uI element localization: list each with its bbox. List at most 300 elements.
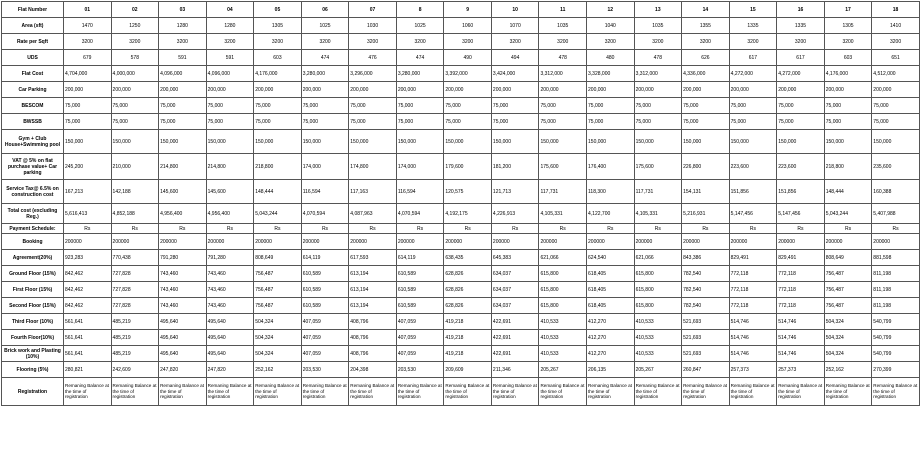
table-cell: 615,800: [539, 266, 587, 282]
table-cell: 1040: [587, 18, 635, 34]
table-cell: Remaning Balance at the time of registration: [729, 378, 777, 406]
table-cell: 150,000: [872, 130, 920, 154]
table-cell: 504,324: [824, 314, 872, 330]
table-cell: 782,540: [682, 266, 730, 282]
table-cell: 422,691: [491, 346, 539, 362]
table-cell: 561,641: [64, 314, 112, 330]
table-cell: 504,324: [824, 346, 872, 362]
table-cell: 808,649: [254, 250, 302, 266]
table-cell: 75,000: [634, 114, 682, 130]
header-flat-8: 8: [396, 2, 444, 18]
table-cell: 3200: [872, 34, 920, 50]
table-cell: 5,043,244: [824, 204, 872, 224]
table-cell: 75,000: [254, 98, 302, 114]
table-cell: 408,796: [349, 330, 397, 346]
table-cell: Remaning Balance at the time of registration: [111, 378, 159, 406]
table-cell: 4,852,188: [111, 204, 159, 224]
table-cell: 150,000: [824, 130, 872, 154]
table-cell: 257,373: [729, 362, 777, 378]
table-cell: 578: [111, 50, 159, 66]
table-row: [2, 250, 920, 266]
table-cell: 610,589: [396, 282, 444, 298]
table-cell: 150,000: [64, 130, 112, 154]
table-row: [2, 282, 920, 298]
table-cell: 257,373: [777, 362, 825, 378]
table-cell: 75,000: [396, 114, 444, 130]
table-cell: 743,460: [206, 266, 254, 282]
table-cell: 200,000: [396, 82, 444, 98]
table-cell: 615,800: [539, 298, 587, 314]
header-flat-6: 06: [301, 2, 349, 18]
table-row: [2, 50, 920, 66]
row-label: Rate per Sqft: [2, 34, 64, 50]
table-cell: 504,324: [254, 346, 302, 362]
table-cell: 514,746: [729, 314, 777, 330]
table-cell: 756,487: [824, 298, 872, 314]
table-cell: 150,000: [254, 130, 302, 154]
table-cell: 485,219: [111, 314, 159, 330]
table-cell: 617: [777, 50, 825, 66]
row-label: Fourth Floor(10%): [2, 330, 64, 346]
table-cell: 782,540: [682, 298, 730, 314]
table-row: [2, 298, 920, 314]
table-cell: 151,856: [729, 180, 777, 204]
table-cell: 474: [301, 50, 349, 66]
table-cell: 75,000: [872, 114, 920, 130]
header-flat-15: 15: [729, 2, 777, 18]
table-cell: 628,826: [444, 282, 492, 298]
table-cell: 75,000: [301, 114, 349, 130]
table-cell: 772,118: [777, 266, 825, 282]
table-cell: 419,218: [444, 346, 492, 362]
table-cell: 200,000: [634, 82, 682, 98]
table-cell: 772,118: [729, 298, 777, 314]
table-cell: 756,487: [824, 282, 872, 298]
table-cell: 150,000: [682, 130, 730, 154]
table-cell: 743,460: [159, 298, 207, 314]
table-cell: 504,324: [254, 314, 302, 330]
table-cell: 1060: [444, 18, 492, 34]
table-cell: Rs: [159, 224, 207, 234]
row-label: Ground Floor (15%): [2, 266, 64, 282]
table-cell: Rs: [872, 224, 920, 234]
table-cell: 200,000: [777, 82, 825, 98]
table-cell: Rs: [587, 224, 635, 234]
table-cell: 3200: [301, 34, 349, 50]
table-cell: 480: [587, 50, 635, 66]
table-cell: 613,194: [349, 266, 397, 282]
table-cell: 628,826: [444, 298, 492, 314]
table-cell: 1030: [349, 18, 397, 34]
table-cell: Remaning Balance at the time of registration: [539, 378, 587, 406]
table-cell: 75,000: [349, 114, 397, 130]
table-cell: 4,000,000: [111, 66, 159, 82]
table-cell: 200,000: [682, 82, 730, 98]
table-cell: 200000: [872, 234, 920, 250]
row-label: Payment Schedule:: [2, 224, 64, 234]
table-cell: 3200: [349, 34, 397, 50]
table-cell: 3200: [396, 34, 444, 50]
table-cell: Remaning Balance at the time of registration: [444, 378, 492, 406]
row-label: Area (sft): [2, 18, 64, 34]
table-row: [2, 98, 920, 114]
table-cell: 1070: [491, 18, 539, 34]
table-cell: 242,609: [111, 362, 159, 378]
table-cell: 407,059: [301, 346, 349, 362]
table-cell: 4,070,594: [301, 204, 349, 224]
table-cell: 811,198: [872, 282, 920, 298]
table-cell: 621,066: [634, 250, 682, 266]
table-cell: 75,000: [444, 98, 492, 114]
table-cell: 121,713: [491, 180, 539, 204]
table-cell: 422,691: [491, 330, 539, 346]
table-cell: 200,000: [539, 82, 587, 98]
table-cell: 412,270: [587, 330, 635, 346]
table-cell: 617,593: [349, 250, 397, 266]
row-label: UDS: [2, 50, 64, 66]
table-cell: 150,000: [777, 130, 825, 154]
table-cell: 1280: [159, 18, 207, 34]
table-cell: Rs: [301, 224, 349, 234]
table-cell: 408,796: [349, 346, 397, 362]
table-cell: 407,059: [396, 346, 444, 362]
table-cell: 200,000: [587, 82, 635, 98]
table-cell: 772,118: [729, 282, 777, 298]
table-cell: 200000: [587, 234, 635, 250]
table-row: [2, 266, 920, 282]
table-cell: 200,000: [444, 82, 492, 98]
table-cell: Rs: [634, 224, 682, 234]
row-label: Second Floor (15%): [2, 298, 64, 314]
table-cell: Remaning Balance at the time of registration: [872, 378, 920, 406]
table-cell: 419,218: [444, 314, 492, 330]
table-cell: 495,640: [159, 346, 207, 362]
table-cell: 270,399: [872, 362, 920, 378]
row-label: Service Tax@ 6.5% on construction cost: [2, 180, 64, 204]
table-cell: 167,213: [64, 180, 112, 204]
table-cell: Remaning Balance at the time of registration: [777, 378, 825, 406]
table-cell: 148,444: [824, 180, 872, 204]
table-cell: 3,280,000: [396, 66, 444, 82]
table-cell: 211,346: [491, 362, 539, 378]
table-cell: 791,280: [206, 250, 254, 266]
row-label: Total cost (excluding Reg.): [2, 204, 64, 224]
row-label: VAT @ 5% on flat purchase value+ Car parking: [2, 154, 64, 180]
table-cell: 3,312,000: [539, 66, 587, 82]
table-cell: Rs: [444, 224, 492, 234]
table-cell: 495,640: [159, 314, 207, 330]
table-cell: Rs: [349, 224, 397, 234]
table-cell: 206,135: [587, 362, 635, 378]
table-cell: 504,324: [254, 330, 302, 346]
row-label: Registration: [2, 378, 64, 406]
table-cell: 476: [349, 50, 397, 66]
table-cell: 218,800: [824, 154, 872, 180]
table-cell: 743,460: [159, 266, 207, 282]
table-cell: 1335: [729, 18, 777, 34]
table-cell: 200,000: [349, 82, 397, 98]
table-cell: 410,533: [539, 314, 587, 330]
table-cell: 540,799: [872, 314, 920, 330]
table-cell: 245,200: [64, 154, 112, 180]
table-cell: Remaning Balance at the time of registration: [206, 378, 254, 406]
table-cell: 634,037: [491, 266, 539, 282]
table-cell: Rs: [777, 224, 825, 234]
table-cell: 615,800: [634, 298, 682, 314]
table-cell: Remaning Balance at the time of registration: [159, 378, 207, 406]
table-cell: 174,000: [396, 154, 444, 180]
table-cell: 485,219: [111, 346, 159, 362]
table-cell: 514,746: [777, 330, 825, 346]
table-cell: 514,746: [777, 314, 825, 330]
table-cell: 618,405: [587, 298, 635, 314]
table-cell: 174,000: [301, 154, 349, 180]
table-row: [2, 114, 920, 130]
table-cell: 410,533: [634, 330, 682, 346]
table-cell: Remaning Balance at the time of registration: [254, 378, 302, 406]
table-cell: 791,280: [159, 250, 207, 266]
table-cell: 200,000: [254, 82, 302, 98]
table-cell: 200000: [824, 234, 872, 250]
table-cell: 116,594: [301, 180, 349, 204]
table-cell: 4,704,000: [64, 66, 112, 82]
table-cell: 613,194: [349, 298, 397, 314]
table-cell: 4,096,000: [206, 66, 254, 82]
table-cell: 645,383: [491, 250, 539, 266]
table-cell: 4,176,000: [254, 66, 302, 82]
table-cell: 218,800: [254, 154, 302, 180]
table-cell: 842,462: [64, 266, 112, 282]
table-cell: 203,530: [396, 362, 444, 378]
row-label: Third Floor (10%): [2, 314, 64, 330]
row-label: Booking: [2, 234, 64, 250]
table-row: [2, 204, 920, 224]
table-cell: 75,000: [111, 98, 159, 114]
table-cell: 174,800: [349, 154, 397, 180]
table-cell: 603: [824, 50, 872, 66]
table-cell: Rs: [491, 224, 539, 234]
header-flat-9: 9: [444, 2, 492, 18]
table-cell: 150,000: [206, 130, 254, 154]
table-cell: 5,147,456: [729, 204, 777, 224]
table-cell: Rs: [824, 224, 872, 234]
header-flat-12: 12: [587, 2, 635, 18]
header-flat-2: 02: [111, 2, 159, 18]
table-cell: 621,066: [539, 250, 587, 266]
table-cell: 540,799: [872, 330, 920, 346]
table-cell: 200,000: [159, 82, 207, 98]
table-cell: 1305: [254, 18, 302, 34]
table-cell: 1470: [64, 18, 112, 34]
table-cell: 75,000: [777, 114, 825, 130]
table-cell: 1025: [301, 18, 349, 34]
table-cell: 150,000: [539, 130, 587, 154]
table-cell: 679: [64, 50, 112, 66]
table-cell: 743,460: [159, 282, 207, 298]
table-cell: 1410: [872, 18, 920, 34]
table-cell: 150,000: [396, 130, 444, 154]
table-cell: 634,037: [491, 282, 539, 298]
table-cell: 474: [396, 50, 444, 66]
table-cell: 843,386: [682, 250, 730, 266]
table-cell: 75,000: [396, 98, 444, 114]
table-row: [2, 224, 920, 234]
table-cell: 485,219: [111, 330, 159, 346]
table-cell: 75,000: [64, 114, 112, 130]
table-cell: 4,272,000: [729, 66, 777, 82]
table-cell: 923,283: [64, 250, 112, 266]
table-cell: 4,087,963: [349, 204, 397, 224]
table-cell: 772,118: [729, 266, 777, 282]
table-cell: 223,600: [729, 154, 777, 180]
table-cell: 1035: [539, 18, 587, 34]
table-cell: Rs: [396, 224, 444, 234]
table-cell: 743,460: [206, 282, 254, 298]
table-cell: 75,000: [682, 114, 730, 130]
table-cell: 75,000: [111, 114, 159, 130]
table-cell: 410,533: [634, 314, 682, 330]
table-cell: 514,746: [729, 330, 777, 346]
table-cell: 504,324: [824, 330, 872, 346]
table-cell: 407,059: [301, 330, 349, 346]
table-cell: 200,000: [111, 82, 159, 98]
table-cell: 772,118: [777, 298, 825, 314]
table-cell: 3200: [539, 34, 587, 50]
table-cell: 618,405: [587, 282, 635, 298]
table-cell: 4,105,331: [634, 204, 682, 224]
table-cell: 75,000: [254, 114, 302, 130]
table-cell: 3200: [254, 34, 302, 50]
table-cell: 624,540: [587, 250, 635, 266]
table-cell: 176,400: [587, 154, 635, 180]
table-cell: 842,462: [64, 282, 112, 298]
table-cell: Remaning Balance at the time of registration: [824, 378, 872, 406]
table-cell: 540,799: [872, 346, 920, 362]
table-cell: 727,828: [111, 266, 159, 282]
table-cell: 407,059: [396, 314, 444, 330]
table-cell: 150,000: [111, 130, 159, 154]
table-cell: 200000: [444, 234, 492, 250]
table-cell: Rs: [729, 224, 777, 234]
table-cell: 200000: [254, 234, 302, 250]
table-cell: 150,000: [729, 130, 777, 154]
table-cell: Rs: [111, 224, 159, 234]
table-cell: 494: [491, 50, 539, 66]
table-cell: 829,491: [777, 250, 825, 266]
table-cell: 561,641: [64, 346, 112, 362]
table-cell: 1305: [824, 18, 872, 34]
table-cell: 3200: [111, 34, 159, 50]
table-cell: 235,600: [872, 154, 920, 180]
table-cell: 756,487: [254, 266, 302, 282]
row-label: Gym + Club House+Swimming pool: [2, 130, 64, 154]
table-cell: 150,000: [349, 130, 397, 154]
table-cell: 4,336,000: [682, 66, 730, 82]
table-cell: 181,200: [491, 154, 539, 180]
header-flat-10: 10: [491, 2, 539, 18]
table-cell: 280,821: [64, 362, 112, 378]
table-cell: Remaning Balance at the time of registration: [587, 378, 635, 406]
table-cell: 75,000: [824, 114, 872, 130]
table-cell: 247,820: [206, 362, 254, 378]
table-cell: 200,000: [824, 82, 872, 98]
table-cell: 4,956,400: [206, 204, 254, 224]
header-flat-18: 18: [872, 2, 920, 18]
row-label: Agreement(20%): [2, 250, 64, 266]
table-cell: 842,462: [64, 298, 112, 314]
table-cell: 75,000: [206, 98, 254, 114]
table-cell: 615,800: [634, 282, 682, 298]
table-cell: Remaning Balance at the time of registration: [301, 378, 349, 406]
table-cell: 628,826: [444, 266, 492, 282]
table-cell: 521,693: [682, 314, 730, 330]
table-cell: 408,796: [349, 314, 397, 330]
table-cell: 209,609: [444, 362, 492, 378]
table-row: [2, 154, 920, 180]
table-cell: 3200: [159, 34, 207, 50]
table-cell: 422,691: [491, 314, 539, 330]
table-cell: 811,198: [872, 298, 920, 314]
cost-table: [1, 1, 920, 406]
table-cell: 727,828: [111, 298, 159, 314]
table-cell: 200,000: [729, 82, 777, 98]
table-cell: 617: [729, 50, 777, 66]
table-cell: 200,000: [491, 82, 539, 98]
table-cell: 75,000: [206, 114, 254, 130]
table-cell: Remaning Balance at the time of registration: [64, 378, 112, 406]
table-cell: 117,731: [539, 180, 587, 204]
table-cell: 75,000: [634, 98, 682, 114]
table-cell: 116,594: [396, 180, 444, 204]
table-cell: 75,000: [349, 98, 397, 114]
table-cell: 1335: [777, 18, 825, 34]
table-cell: 214,800: [206, 154, 254, 180]
table-cell: 200,000: [872, 82, 920, 98]
table-cell: 223,600: [777, 154, 825, 180]
row-label: Flooring (5%): [2, 362, 64, 378]
table-cell: 782,540: [682, 282, 730, 298]
table-cell: 412,270: [587, 314, 635, 330]
table-cell: Rs: [206, 224, 254, 234]
table-cell: 4,105,331: [539, 204, 587, 224]
table-cell: Remaning Balance at the time of registration: [682, 378, 730, 406]
table-cell: 200000: [349, 234, 397, 250]
table-cell: 514,746: [777, 346, 825, 362]
table-cell: 3200: [587, 34, 635, 50]
table-cell: 200000: [491, 234, 539, 250]
header-flat-1: 01: [64, 2, 112, 18]
table-cell: 561,641: [64, 330, 112, 346]
header-flat-11: 11: [539, 2, 587, 18]
table-cell: 419,218: [444, 330, 492, 346]
table-cell: 756,487: [254, 282, 302, 298]
table-cell: 175,600: [539, 154, 587, 180]
table-row: [2, 82, 920, 98]
table-cell: 3,328,000: [587, 66, 635, 82]
table-cell: 618,405: [587, 266, 635, 282]
row-label: BESCOM: [2, 98, 64, 114]
table-cell: 4,272,000: [777, 66, 825, 82]
table-cell: 615,800: [634, 266, 682, 282]
header-flat-3: 03: [159, 2, 207, 18]
table-cell: 412,270: [587, 346, 635, 362]
header-flat-13: 13: [634, 2, 682, 18]
table-cell: 770,438: [111, 250, 159, 266]
table-cell: 1025: [396, 18, 444, 34]
table-cell: 495,640: [206, 330, 254, 346]
table-cell: 247,820: [159, 362, 207, 378]
table-cell: 200,000: [301, 82, 349, 98]
